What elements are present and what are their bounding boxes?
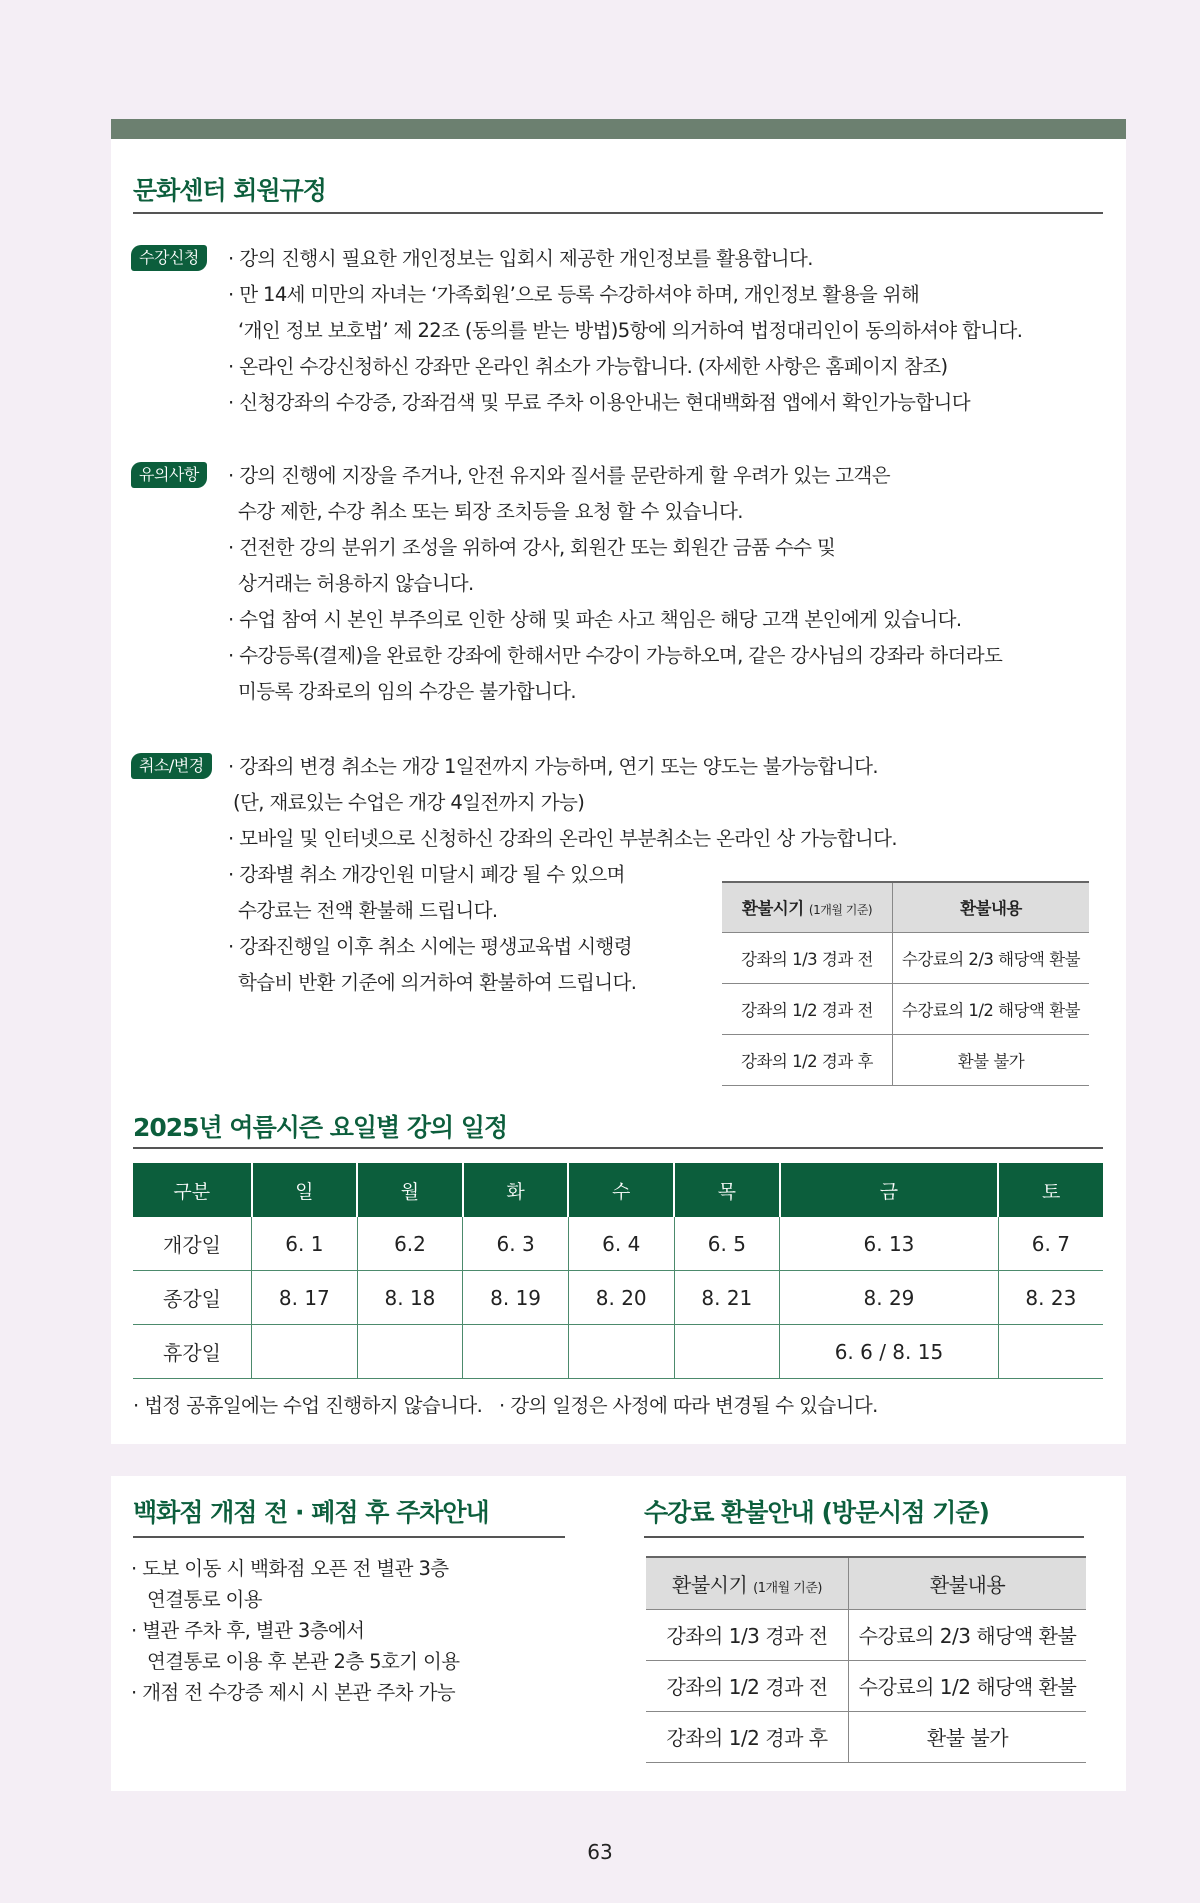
caution-line: · 수강등록(결제)을 완료한 강좌에 한해서만 수강이 가능하오며, 같은 강사님의 강좌라 하더라도 [228,644,1003,667]
schedule-cell [674,1325,780,1379]
caution-line: 수강 제한, 수강 취소 또는 퇴장 조치등을 요청 할 수 있습니다. [238,500,743,523]
schedule-title-divider [133,1147,1103,1149]
registration-line: ‘개인 정보 보호법’ 제 22조 (동의를 받는 방법)5항에 의거하여 법정대리인이 동의하셔야 합니다. [238,319,1023,342]
refund-header-content: 환불내용 [893,882,1090,932]
rules-title: 문화센터 회원규정 [133,176,326,205]
refund-header-period: 환불시기 (1개월 기준) [722,882,893,932]
parking-title: 백화점 개점 전 · 폐점 후 주차안내 [133,1498,489,1527]
schedule-cell [252,1325,358,1379]
rules-panel [111,119,1126,1444]
caution-line: 상거래는 허용하지 않습니다. [238,572,474,595]
registration-line: · 강의 진행시 필요한 개인정보는 입회시 제공한 개인정보를 활용합니다. [228,247,813,270]
badge-cancel-change: 취소/변경 [131,753,212,779]
schedule-table [133,1163,1103,1379]
schedule-cell: 8. 21 [674,1271,780,1325]
refund-cell: 환불 불가 [893,1034,1090,1085]
schedule-cell: 종강일 [133,1271,252,1325]
refund-visit-title: 수강료 환불안내 (방문시점 기준) [644,1498,989,1527]
schedule-header: 일 [252,1163,358,1217]
schedule-cell: 휴강일 [133,1325,252,1379]
refund-visit-table [646,1556,1086,1763]
schedule-cell: 8. 29 [780,1271,999,1325]
cancel-line: · 강좌의 변경 취소는 개강 1일전까지 가능하며, 연기 또는 양도는 불가능합니다. [228,755,878,778]
schedule-cell: 6. 4 [568,1217,674,1271]
schedule-cell [568,1325,674,1379]
schedule-header: 화 [463,1163,569,1217]
caution-line: 미등록 강좌로의 임의 수강은 불가합니다. [238,680,577,703]
rules-title-divider [133,212,1103,214]
cancel-line: · 강좌진행일 이후 취소 시에는 평생교육법 시행령 [228,935,632,958]
schedule-cell: 6. 1 [252,1217,358,1271]
schedule-header: 월 [357,1163,463,1217]
bottom-panel [111,1476,1126,1791]
registration-line: · 신청강좌의 수강증, 강좌검색 및 무료 주차 이용안내는 현대백화점 앱에서 확인가능합니다 [228,391,970,414]
cancel-line: · 강좌별 취소 개강인원 미달시 폐강 될 수 있으며 [228,863,625,886]
refund-cell: 강좌의 1/2 경과 후 [722,1034,893,1085]
refund-visit-header-period: 환불시기 (1개월 기준) [646,1557,849,1609]
refund-visit-cell: 강좌의 1/2 경과 전 [646,1660,849,1711]
schedule-cell: 6. 6 / 8. 15 [780,1325,999,1379]
schedule-cell: 6. 5 [674,1217,780,1271]
schedule-cell [357,1325,463,1379]
schedule-cell: 6. 13 [780,1217,999,1271]
refund-visit-cell: 수강료의 1/2 해당액 환불 [849,1660,1087,1711]
refund-cell: 강좌의 1/2 경과 전 [722,983,893,1034]
schedule-title: 2025년 여름시즌 요일별 강의 일정 [133,1113,508,1142]
refund-visit-cell: 강좌의 1/2 경과 후 [646,1711,849,1762]
cancel-line: (단, 재료있는 수업은 개강 4일전까지 가능) [233,791,585,814]
parking-title-divider [133,1536,565,1538]
schedule-cell: 6. 7 [998,1217,1103,1271]
caution-line: · 건전한 강의 분위기 조성을 위하여 강사, 회원간 또는 회원간 금품 수수 및 [228,536,836,559]
schedule-header: 목 [674,1163,780,1217]
schedule-cell: 8. 18 [357,1271,463,1325]
refund-visit-cell: 강좌의 1/3 경과 전 [646,1609,849,1660]
badge-registration: 수강신청 [131,245,207,271]
refund-visit-cell: 환불 불가 [849,1711,1087,1762]
schedule-cell: 6. 3 [463,1217,569,1271]
parking-line: · 별관 주차 후, 별관 3층에서 [131,1619,365,1642]
page-number: 63 [587,1840,613,1864]
registration-line: · 만 14세 미만의 자녀는 ‘가족회원’으로 등록 수강하셔야 하며, 개인정보 활용을 위해 [228,283,920,306]
parking-line: 연결통로 이용 [147,1588,263,1611]
refund-cell: 강좌의 1/3 경과 전 [722,932,893,983]
cancel-line: 수강료는 전액 환불해 드립니다. [238,899,498,922]
registration-line: · 온라인 수강신청하신 강좌만 온라인 취소가 가능합니다. (자세한 사항은 홈페이지 참조) [228,355,948,378]
schedule-cell: 8. 20 [568,1271,674,1325]
schedule-header: 수 [568,1163,674,1217]
schedule-cell: 8. 17 [252,1271,358,1325]
schedule-cell [463,1325,569,1379]
schedule-note: · 법정 공휴일에는 수업 진행하지 않습니다. · 강의 일정은 사정에 따라 변경될 수 있습니다. [133,1394,878,1417]
refund-table [722,881,1089,1086]
parking-line: · 도보 이동 시 백화점 오픈 전 별관 3층 [131,1557,449,1580]
refund-cell: 수강료의 1/2 해당액 환불 [893,983,1090,1034]
schedule-cell: 6.2 [357,1217,463,1271]
refund-visit-header-content: 환불내용 [849,1557,1087,1609]
cancel-line: 학습비 반환 기준에 의거하여 환불하여 드립니다. [238,971,637,994]
schedule-cell: 개강일 [133,1217,252,1271]
badge-caution: 유의사항 [131,462,207,488]
caution-line: · 수업 참여 시 본인 부주의로 인한 상해 및 파손 사고 책임은 해당 고객 본인에게 있습니다. [228,608,962,631]
schedule-cell: 8. 23 [998,1271,1103,1325]
refund-visit-cell: 수강료의 2/3 해당액 환불 [849,1609,1087,1660]
schedule-header: 토 [998,1163,1103,1217]
caution-line: · 강의 진행에 지장을 주거나, 안전 유지와 질서를 문란하게 할 우려가 있는 고객은 [228,464,890,487]
schedule-header: 금 [780,1163,999,1217]
schedule-header: 구분 [133,1163,252,1217]
header-bar [111,119,1126,139]
parking-line: · 개점 전 수강증 제시 시 본관 주차 가능 [131,1681,455,1704]
cancel-line: · 모바일 및 인터넷으로 신청하신 강좌의 온라인 부분취소는 온라인 상 가능합니다. [228,827,898,850]
schedule-cell: 8. 19 [463,1271,569,1325]
schedule-cell [998,1325,1103,1379]
refund-visit-title-divider [644,1536,1084,1538]
parking-line: 연결통로 이용 후 본관 2층 5호기 이용 [147,1650,460,1673]
refund-cell: 수강료의 2/3 해당액 환불 [893,932,1090,983]
